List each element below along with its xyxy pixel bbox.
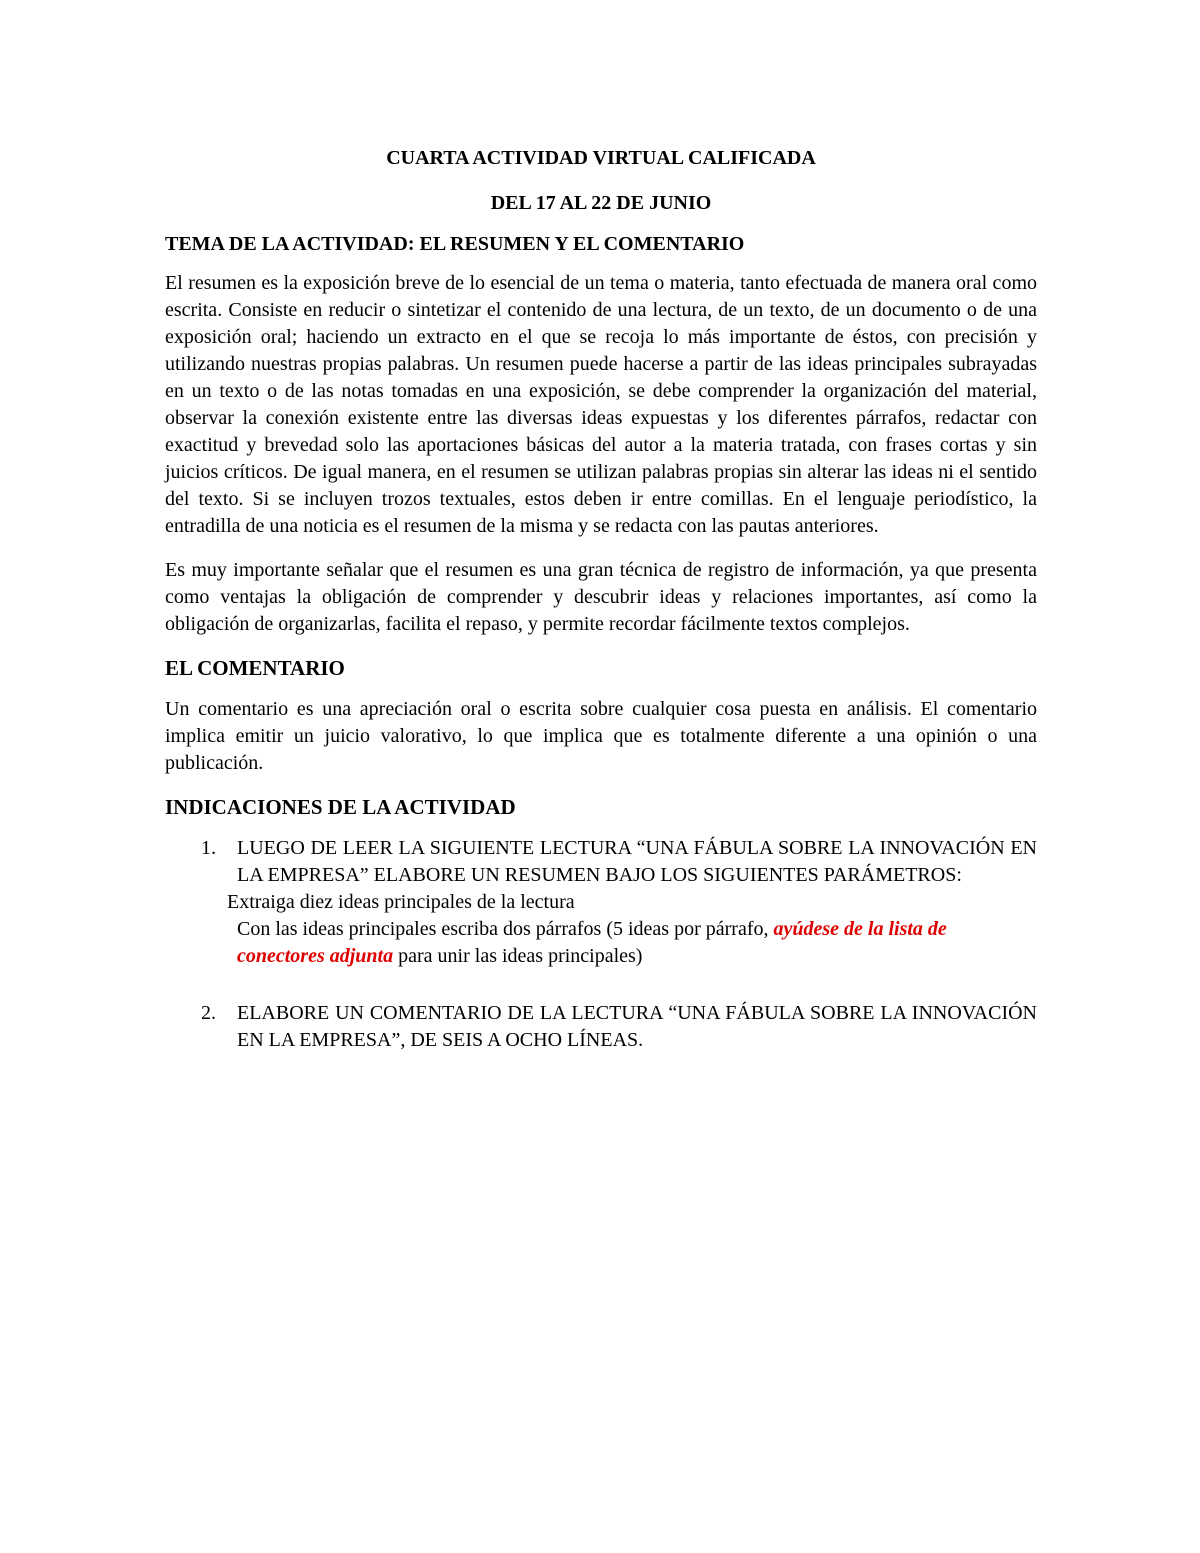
list-item-text: ELABORE UN COMENTARIO DE LA LECTURA “UNA FÁBULA SOBRE LA INNOVACIÓN EN LA EMPRESA”, DE SEIS A OCHO LÍNEAS.	[237, 1002, 1037, 1051]
paragraph-resumen-definition: El resumen es la exposición breve de lo esencial de un tema o materia, tanto efectuada de manera oral como escrita. Consiste en reducir o sintetizar el contenido de una lectura, de un texto, de un documento o de una exposición oral; haciendo un extracto en el que se recoja lo más importante de éstos, con precisión y utilizando nuestras propias palabras. Un resumen puede hacerse a partir de las ideas principales subrayadas en un texto o de las notas tomadas en una exposición, se debe comprender la organización del material, observar la conexión existente entre las diversas ideas expuestas y los diferentes párrafos, redactar con exactitud y brevedad solo las aportaciones básicas del autor a la materia tratada, con frases cortas y sin juicios críticos. De igual manera, en el resumen se utilizan palabras propias sin alterar las ideas ni el sentido del texto. Si se incluyen trozos textuales, estos deben ir entre comillas. En el lenguaje periodístico, la entradilla de una noticia es el resumen de la misma y se redacta con las pautas anteriores.	[165, 272, 1037, 537]
paragraph-resumen-importance: Es muy importante señalar que el resumen es una gran técnica de registro de información, ya que presenta como ventajas la obligación de comprender y descubrir ideas y relaciones importantes, así como la obligación de organizarlas, facilita el repaso, y permite recordar fácilmente textos complejos.	[165, 559, 1037, 635]
sub-instruction-text-before: Con las ideas principales escriba dos párrafos (5 ideas por párrafo,	[237, 918, 774, 940]
sub-instruction-text-after: para unir las ideas principales)	[393, 945, 643, 967]
sub-instruction-paragraphs	[237, 916, 1037, 970]
topic-heading: TEMA DE LA ACTIVIDAD: EL RESUMEN Y EL COMENTARIO	[165, 233, 745, 255]
list-item-text: LUEGO DE LEER LA SIGUIENTE LECTURA “UNA FÁBULA SOBRE LA INNOVACIÓN EN LA EMPRESA” ELABORE UN RESUMEN BAJO LOS SIGUIENTES PARÁMETROS:	[237, 837, 1037, 886]
sub-instruction-extract: Extraiga diez ideas principales de la lectura	[227, 891, 575, 913]
instructions-list	[165, 835, 1037, 1054]
document-page	[165, 145, 1037, 1054]
date-range: DEL 17 AL 22 DE JUNIO	[490, 192, 712, 214]
document-title: CUARTA ACTIVIDAD VIRTUAL CALIFICADA	[386, 147, 816, 169]
list-item-number: 1.	[201, 837, 216, 859]
indicaciones-heading: INDICACIONES DE LA ACTIVIDAD	[165, 795, 516, 819]
paragraph-comentario-definition: Un comentario es una apreciación oral o escrita sobre cualquier cosa puesta en análisis. El comentario implica emitir un juicio valorativo, lo que implica que es totalmente diferente a una opinión o una publicación.	[165, 698, 1037, 774]
list-item	[165, 835, 1037, 889]
comentario-heading: EL COMENTARIO	[165, 656, 345, 680]
list-item	[165, 1000, 1037, 1054]
list-item-number: 2.	[201, 1002, 216, 1024]
connectors-highlight: ayúdese de la lista de conectores adjunta	[237, 918, 947, 967]
